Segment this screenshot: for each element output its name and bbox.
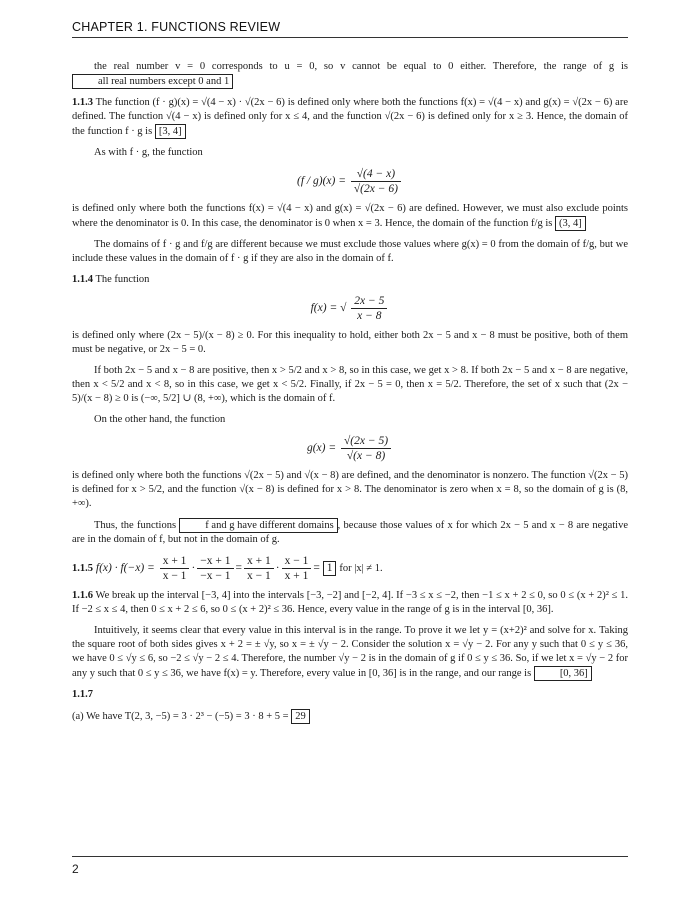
footer-rule <box>72 856 628 857</box>
chapter-header: CHAPTER 1. FUNCTIONS REVIEW <box>72 20 628 38</box>
paragraph: If both 2x − 5 and x − 8 are positive, then x > 5/2 and x > 8, so in this case, we get x > 8. If both 2x − 5 and x − 8 are negative, then x < 5/2 and x < 8, so in this case, we get x < 5/2. Finally, if 2x − 5 = 0, then x = 5/2. Therefore, the set of x such that (2x − 5)/(x − 8) ≥ 0 is (−∞, 5/2] ∪ (8, +∞), which is the domain of f. <box>72 365 628 404</box>
equation-lhs: (f / g)(x) = <box>297 175 346 188</box>
equation-tail: for |x| ≠ 1. <box>339 563 383 575</box>
paragraph: On the other hand, the function <box>94 414 226 425</box>
exercise-number: 1.1.7 <box>72 689 93 700</box>
exercise-number: 1.1.5 <box>72 563 93 575</box>
exercise-number: 1.1.3 <box>72 97 93 108</box>
paragraph <box>72 624 628 681</box>
denominator: x − 8 <box>357 310 382 322</box>
equation-f <box>72 294 628 323</box>
denominator: √(2x − 6) <box>353 183 398 195</box>
denominator: x − 1 <box>247 570 271 582</box>
equation-lhs: f(x) = √ <box>310 302 347 315</box>
paragraph: is defined only where both the functions √(2x − 5) and √(x − 8) are defined, and the denominator is nonzero. The function √(2x − 5) is defined for x > 5/2, and the function √(x − 8) is defined for x > 8. The denominator is zero when x = 8, so the domain of g is (8, +∞). <box>72 470 628 509</box>
paragraph-text: (a) We have T(2, 3, −5) = 3 · 2³ − (−5) = 3 · 8 + 5 = <box>72 711 289 722</box>
denominator: x + 1 <box>284 570 309 582</box>
lead-text: The function <box>95 274 150 285</box>
fraction <box>351 294 387 323</box>
part-a <box>72 709 628 724</box>
numerator: x − 1 <box>282 554 312 569</box>
paragraph-text: , because those values of x for which 2x − 5 and x − 8 are negative are in the domain of f, but not in the domain of g. <box>72 520 628 545</box>
page-number: 2 <box>72 862 79 876</box>
numerator: −x + 1 <box>197 554 233 569</box>
answer-box: all real numbers except 0 and 1 <box>72 74 233 89</box>
section-1-1-6 <box>72 589 628 617</box>
numerator: x + 1 <box>160 554 190 569</box>
exercise-number: 1.1.6 <box>72 590 93 601</box>
paragraph-text: is defined only where both the functions f(x) = √(4 − x) and g(x) = √(2x − 6) are defined. However, we must also exclude points where the denominator is 0. In this case, the denominator is 0 when x = 3. Hence, the domain of the function f/g is <box>72 203 628 229</box>
paragraph-text: Thus, the functions <box>94 520 177 531</box>
answer-box: (3, 4] <box>555 216 586 231</box>
paragraph: is defined only where (2x − 5)/(x − 8) ≥ 0. For this inequality to hold, either both 2x − 5 and x − 8 must be positive, both of them must be negative, or 2x − 5 = 0. <box>72 330 628 355</box>
paragraph: The domains of f · g and f/g are different because we must exclude those values where g(x) = 0 from the domain of f/g, but we include these values in the domain of f · g if they are also in the domain of f. <box>72 239 628 264</box>
paragraph-text: We break up the interval [−3, 4] into the intervals [−3, −2] and [−2, 4]. If −3 ≤ x ≤ −2, then −1 ≤ x + 2 ≤ 0, so 0 ≤ (x + 2)² ≤ 1. If −2 ≤ x ≤ 4, then 0 ≤ x + 2 ≤ 6, so 0 ≤ (x + 2)² ≤ 36. Hence, every value in the range of g is in the interval [0, 36]. <box>72 590 628 615</box>
fraction <box>351 167 401 196</box>
exercise-number: 1.1.4 <box>72 274 93 285</box>
answer-box: [0, 36] <box>534 666 592 681</box>
fraction <box>341 434 391 463</box>
section-1-1-5: 1.1.5 f(x) · f(−x) = $\frac{x + 1}{x - 1}$ · $\frac{-x + 1}{-x - 1}$ = $\frac{x + 1}{x - 1}$ · $\frac{x - 1}{x + 1}$ = 1 for |x| ≠ 1. <box>72 555 383 582</box>
paragraph-text: Intuitively, it seems clear that every value in this interval is in the range. To prove it we let y = (x+2)² and solve for x. Taking the square root of both sides gives x + 2 = ± √y, so x = ± √y − 2. Consider the solution x = √y − 2. For any y such that 0 ≤ y ≤ 36, we have 0 ≤ √y ≤ 6, so −2 ≤ √y − 2 ≤ 4. Therefore, the number √y − 2 is in the domain of g if 0 ≤ y ≤ 36. So, if we let x = √y − 2 for any y such that 0 ≤ y ≤ 36, we have f(x) = y. Therefore, every value in [0, 36] is in the range, and our range is <box>72 625 628 679</box>
section-1-1-3 <box>72 96 628 139</box>
equation-lhs: f(x) · f(−x) = <box>95 562 155 575</box>
equation-f-over-g <box>72 167 628 196</box>
section-1-1-4 <box>72 273 628 287</box>
intro-text: the real number v = 0 corresponds to u = 0, so v cannot be equal to 0 either. Therefore, the range of g is <box>94 61 628 72</box>
numerator: x + 1 <box>244 554 274 569</box>
answer-box: 29 <box>291 709 310 724</box>
denominator: √(x − 8) <box>346 450 386 462</box>
numerator: √(4 − x) <box>351 167 401 182</box>
page-body <box>72 60 628 731</box>
numerator: √(2x − 5) <box>341 434 391 449</box>
numerator: 2x − 5 <box>351 294 387 309</box>
fraction <box>197 554 233 583</box>
denominator: −x − 1 <box>200 570 231 582</box>
intro-paragraph <box>72 60 628 89</box>
section-1-1-7 <box>72 688 628 702</box>
answer-box: f and g have different domains <box>179 518 337 533</box>
fraction <box>160 554 190 583</box>
paragraph <box>72 202 628 231</box>
equation-lhs: g(x) = <box>306 442 337 455</box>
answer-box: 1 <box>323 561 337 576</box>
fraction <box>244 554 274 583</box>
answer-box: [3, 4] <box>155 124 186 139</box>
paragraph-text: The function (f · g)(x) = √(4 − x) · √(2x − 6) is defined only where both the functions f(x) = √(4 − x) and g(x) = √(2x − 6) are defined. The function √(4 − x) is defined only for x ≤ 4, and the function √(2x − 6) is defined only for x ≥ 3. Hence, the domain of the function f · g is <box>72 97 629 137</box>
fraction <box>282 554 312 583</box>
denominator: x − 1 <box>162 570 187 582</box>
equation-g <box>72 434 628 463</box>
paragraph <box>72 518 628 547</box>
as-with-line: As with f · g, the function <box>94 147 203 158</box>
